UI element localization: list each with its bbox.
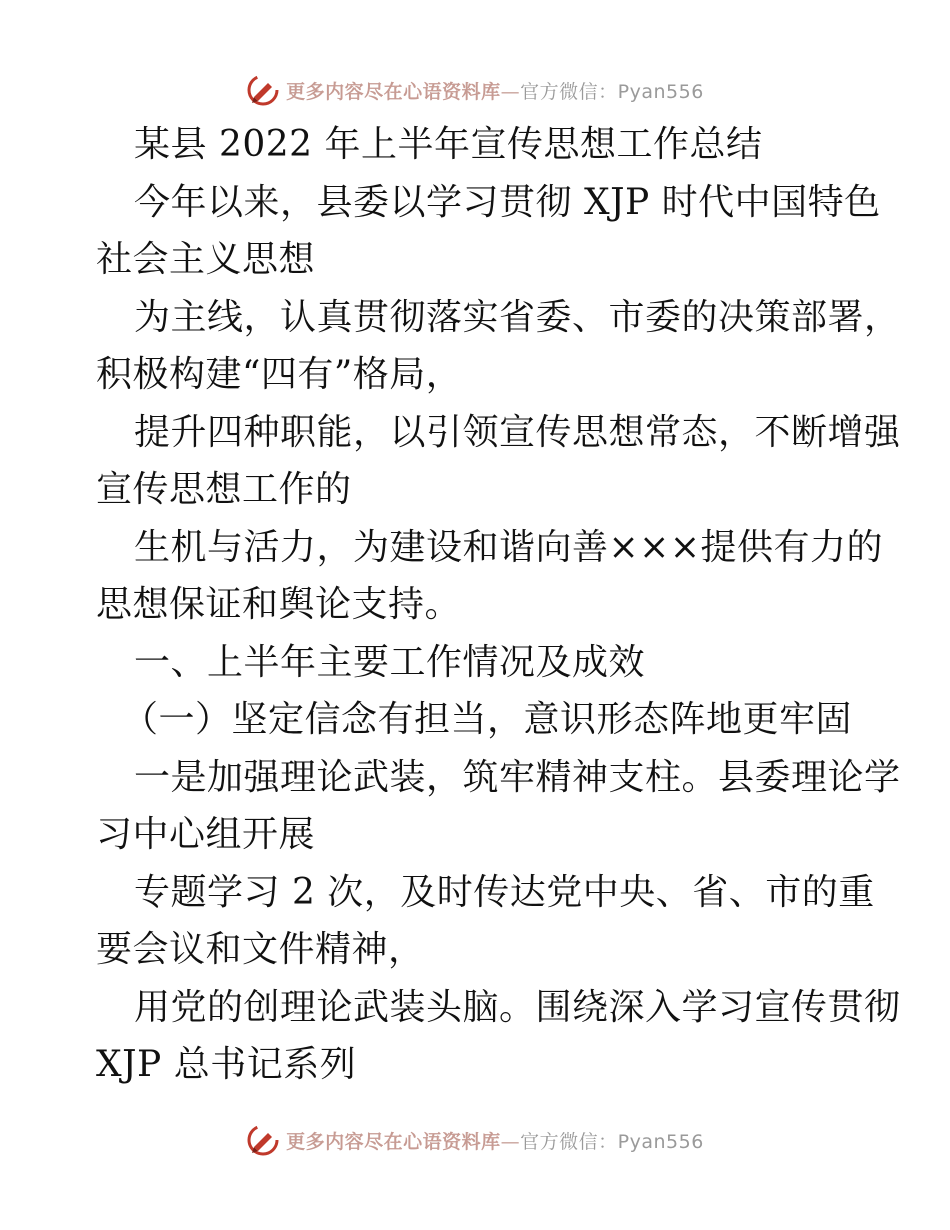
paragraph-line: 宣传思想工作的 bbox=[96, 469, 352, 510]
document-body bbox=[96, 116, 901, 1094]
paragraph-line: 社会主义思想 bbox=[96, 239, 316, 280]
paragraph-line: 生机与活力，为建设和谐向善×××提供有力的 bbox=[134, 526, 883, 568]
subsection-heading: （一）坚定信念有担当，意识形态阵地更牢固 bbox=[122, 699, 853, 740]
watermark-dash: — bbox=[500, 80, 521, 103]
watermark-suffix: 官方微信：Pyan556 bbox=[520, 80, 704, 103]
watermark-text bbox=[286, 77, 704, 104]
paragraph-line: 一是加强理论武装，筑牢精神支柱。县委理论学 bbox=[134, 756, 901, 798]
watermark-cn: 更多内容尽在心语资料库 bbox=[286, 80, 501, 103]
pen-circle-logo-icon bbox=[246, 73, 280, 107]
paragraph-line: 今年以来，县委以学习贯彻 XJP 时代中国特色 bbox=[134, 181, 881, 223]
watermark-cn: 更多内容尽在心语资料库 bbox=[286, 1130, 501, 1153]
header-watermark bbox=[0, 70, 950, 110]
section-heading: 一、上半年主要工作情况及成效 bbox=[134, 641, 646, 683]
paragraph-line: 用党的创理论武装头脑。围绕深入学习宣传贯彻 bbox=[134, 986, 901, 1028]
paragraph-line: 提升四种职能，以引领宣传思想常态，不断增强 bbox=[134, 411, 901, 453]
watermark-dash: — bbox=[500, 1130, 521, 1153]
paragraph-line: 专题学习 2 次，及时传达党中央、省、市的重 bbox=[134, 871, 875, 913]
pen-circle-logo-icon bbox=[246, 1123, 280, 1157]
document-title: 某县 2022 年上半年宣传思想工作总结 bbox=[134, 124, 763, 165]
watermark-text bbox=[286, 1127, 704, 1154]
footer-watermark bbox=[0, 1120, 950, 1160]
paragraph-line: 思想保证和舆论支持。 bbox=[96, 584, 462, 625]
paragraph-line: 为主线，认真贯彻落实省委、市委的决策部署， bbox=[134, 296, 901, 338]
paragraph-line: XJP 总书记系列 bbox=[96, 1044, 357, 1085]
paragraph-line: 习中心组开展 bbox=[96, 814, 316, 855]
paragraph-line: 积极构建“四有”格局， bbox=[96, 354, 463, 395]
paragraph-line: 要会议和文件精神， bbox=[96, 929, 425, 970]
watermark-suffix: 官方微信：Pyan556 bbox=[520, 1130, 704, 1153]
